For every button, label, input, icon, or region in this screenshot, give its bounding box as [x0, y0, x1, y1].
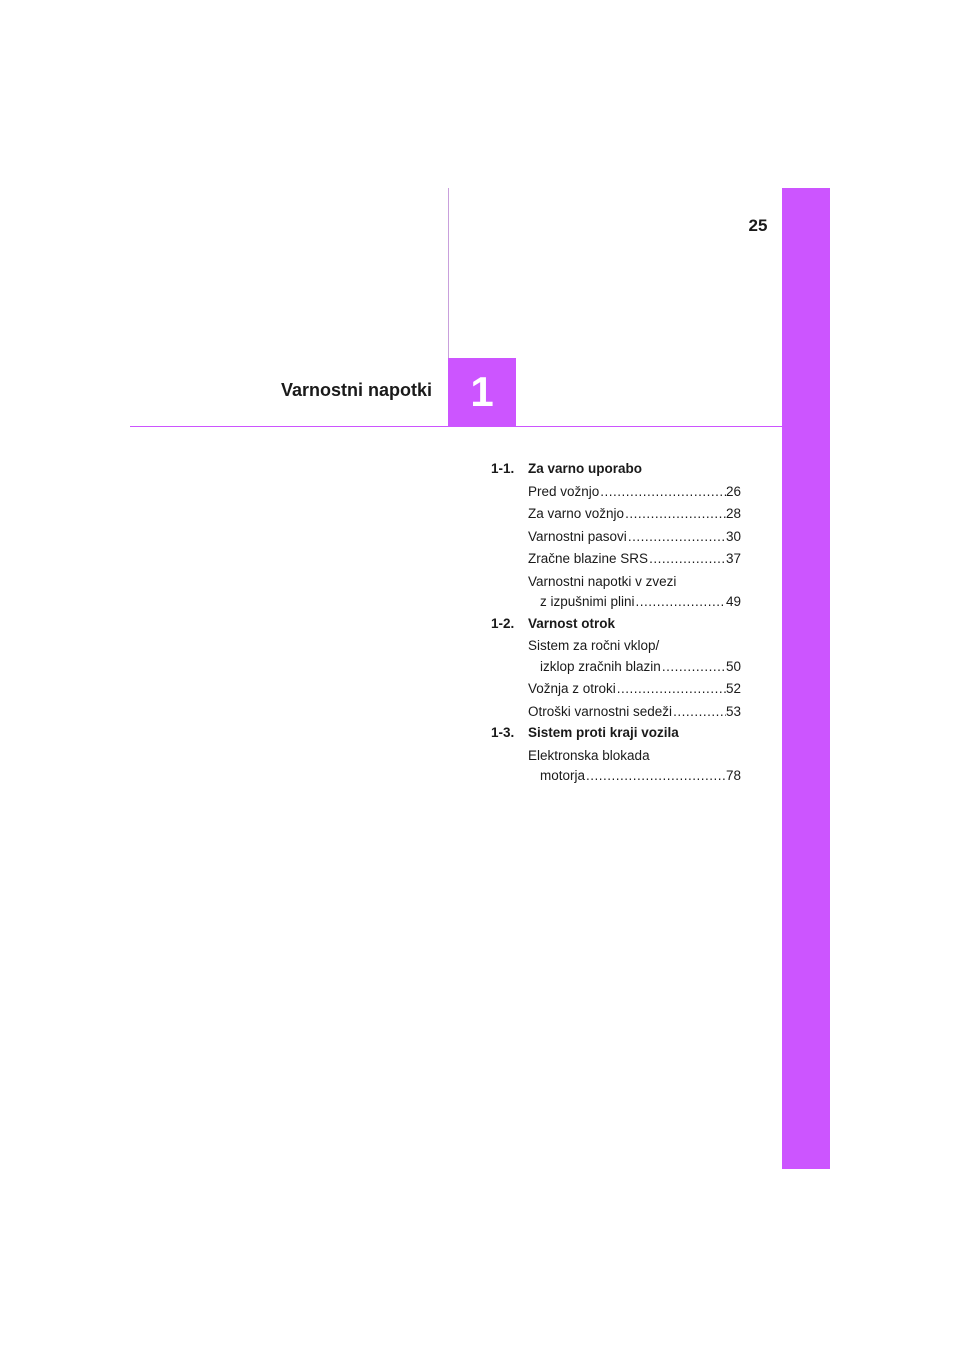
toc-entry-continuation: z izpušnimi plini: [540, 594, 635, 609]
toc-entry-title: Vožnja z otroki: [528, 681, 616, 696]
toc-section-number: 1-3.: [491, 725, 515, 740]
toc-entry[interactable]: [528, 702, 741, 723]
toc-section: [491, 723, 741, 787]
toc-entry[interactable]: [528, 746, 741, 787]
toc-section-heading: [491, 459, 741, 480]
toc-entry-page: 28: [725, 506, 741, 521]
page-number: 25: [748, 216, 768, 235]
toc-entry-title: Pred vožnjo: [528, 483, 600, 499]
toc-entry[interactable]: [528, 504, 741, 525]
chapter-number-badge: 1: [448, 358, 516, 426]
toc-leader-dots: [624, 504, 726, 525]
toc-entry-continuation: motorja: [540, 768, 586, 783]
toc-entry-title: Sistem za ročni vklop/: [528, 638, 660, 653]
toc-leader-dots: [648, 549, 726, 570]
horizontal-divider: [130, 426, 782, 427]
toc-entry-title: Otroški varnostni sedeži: [528, 703, 673, 719]
toc-entry-page: 30: [725, 528, 741, 544]
toc-section-number: 1-1.: [491, 461, 515, 476]
toc-entry[interactable]: [528, 482, 741, 503]
toc-leader-dots: [616, 679, 726, 700]
toc-entry-page: 78: [725, 768, 741, 783]
vertical-divider: [448, 188, 449, 358]
toc-entry[interactable]: [528, 572, 741, 613]
toc-leader-dots: [672, 702, 726, 723]
toc-entry[interactable]: [528, 636, 741, 677]
toc-entry-title: Varnostni pasovi: [528, 528, 627, 544]
toc-entry-title: Elektronska blokada: [528, 747, 650, 763]
toc-section-heading: [491, 723, 741, 744]
toc-entry[interactable]: [528, 549, 741, 570]
toc-entry-continuation: izklop zračnih blazin: [540, 658, 661, 674]
toc-leader-dots: [585, 766, 726, 787]
toc-section-title[interactable]: Sistem proti kraji vozila: [528, 725, 679, 740]
toc-entry-title: Varnostni napotki v zvezi: [528, 573, 677, 589]
table-of-contents: [491, 458, 741, 787]
toc-leader-dots: [661, 657, 726, 678]
toc-section-title[interactable]: Za varno uporabo: [528, 461, 643, 476]
toc-section-number: 1-2.: [491, 615, 515, 631]
toc-leader-dots: [635, 592, 726, 613]
toc-entry-title: Zračne blazine SRS: [528, 551, 649, 566]
toc-entry-page: 37: [725, 551, 741, 566]
toc-entry[interactable]: [528, 679, 741, 700]
toc-entry-title: Za varno vožnjo: [528, 506, 625, 521]
toc-entry-page: 50: [725, 658, 741, 674]
toc-entry[interactable]: [528, 527, 741, 548]
toc-entry-page: 49: [725, 594, 741, 609]
toc-section: [491, 459, 741, 613]
toc-section-heading: [491, 614, 741, 635]
toc-section-title[interactable]: Varnost otrok: [528, 615, 616, 631]
toc-section: [491, 614, 741, 723]
chapter-title: Varnostni napotki: [280, 380, 432, 400]
toc-entry-page: 26: [725, 483, 741, 499]
toc-entry-page: 53: [725, 703, 741, 719]
toc-leader-dots: [599, 482, 726, 503]
chapter-side-tab: [782, 188, 830, 1169]
toc-leader-dots: [627, 527, 726, 548]
toc-entry-page: 52: [725, 681, 741, 696]
